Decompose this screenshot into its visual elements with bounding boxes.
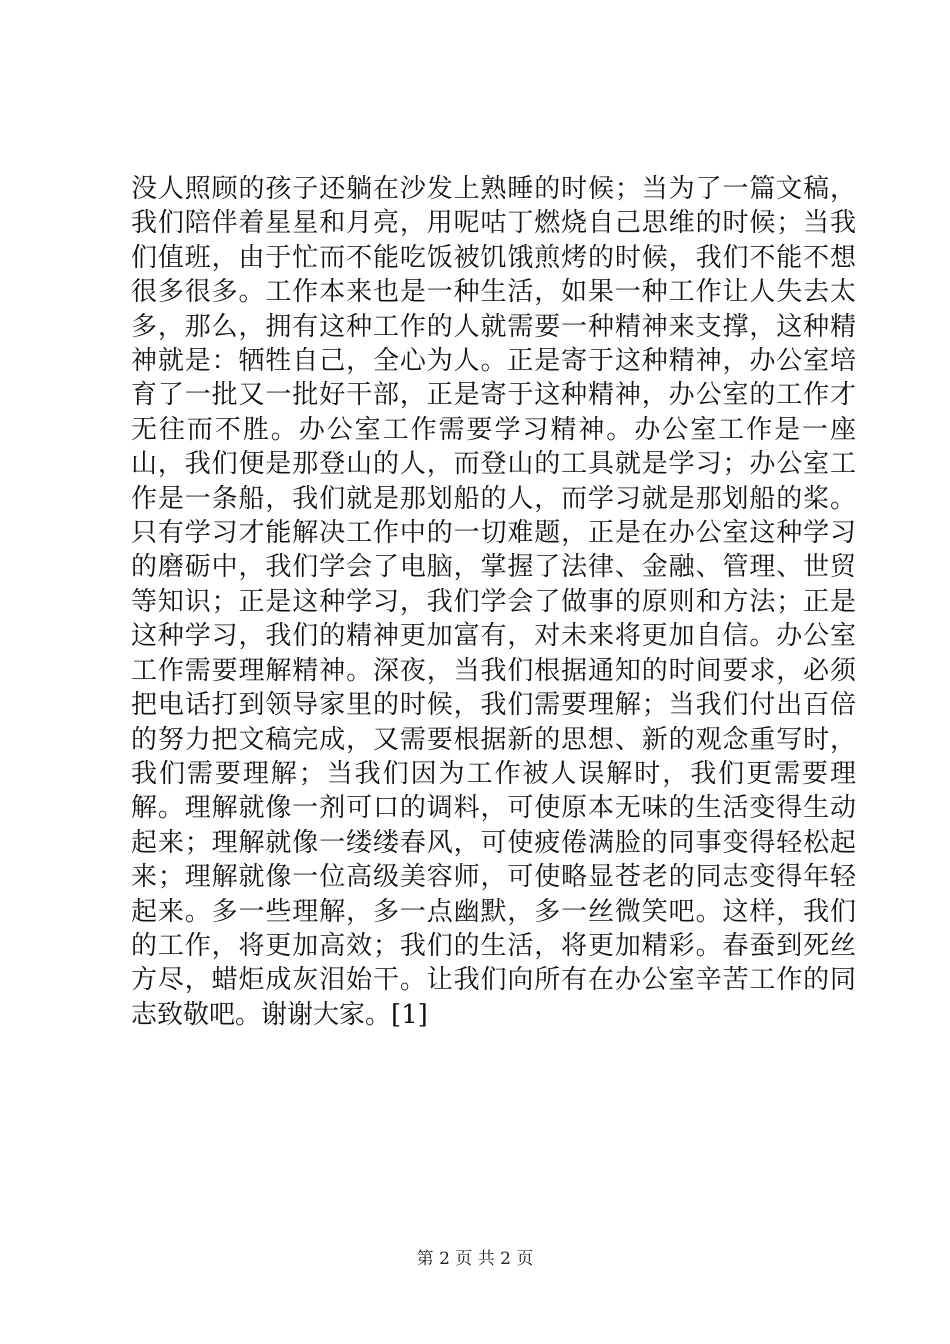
- page-number-footer: 第 2 页 共 2 页: [416, 1249, 534, 1269]
- body-paragraph: 没人照顾的孩子还躺在沙发上熟睡的时候；当为了一篇文稿，我们陪伴着星星和月亮，用呢咕丁燃烧自己思维的时候；当我们值班，由于忙而不能吃饭被饥饿煎烤的时候，我们不能不想很多很多。工作本来也是一种生活，如果一种工作让人失去太多，那么，拥有这种工作的人就需要一种精神来支撑，这种精神就是：牺牲自己，全心为人。正是寄于这种精神，办公室培育了一批又一批好干部，正是寄于这种精神，办公室的工作才无往而不胜。办公室工作需要学习精神。办公室工作是一座山，我们便是那登山的人，而登山的工具就是学习；办公室工作是一条船，我们就是那划船的人，而学习就是那划船的桨。只有学习才能解决工作中的一切难题，正是在办公室这种学习的磨砺中，我们学会了电脑，掌握了法律、金融、管理、世贸等知识；正是这种学习，我们学会了做事的原则和方法；正是这种学习，我们的精神更加富有，对未来将更加自信。办公室工作需要理解精神。深夜，当我们根据通知的时间要求，必须把电话打到领导家里的时候，我们需要理解；当我们付出百倍的努力把文稿完成，又需要根据新的思想、新的观念重写时，我们需要理解；当我们因为工作被人误解时，我们更需要理解。理解就像一剂可口的调料，可使原本无味的生活变得生动起来；理解就像一缕缕春风，可使疲倦满脸的同事变得轻松起来；理解就像一位高级美容师，可使略显苍老的同志变得年轻起来。多一些理解，多一点幽默，多一丝微笑吧。这样，我们的工作，将更加高效；我们的生活，将更加精彩。春蚕到死丝方尽，蜡炬成灰泪始干。让我们向所有在办公室辛苦工作的同志致敬吧。谢谢大家。[1]: [131, 174, 856, 1030]
